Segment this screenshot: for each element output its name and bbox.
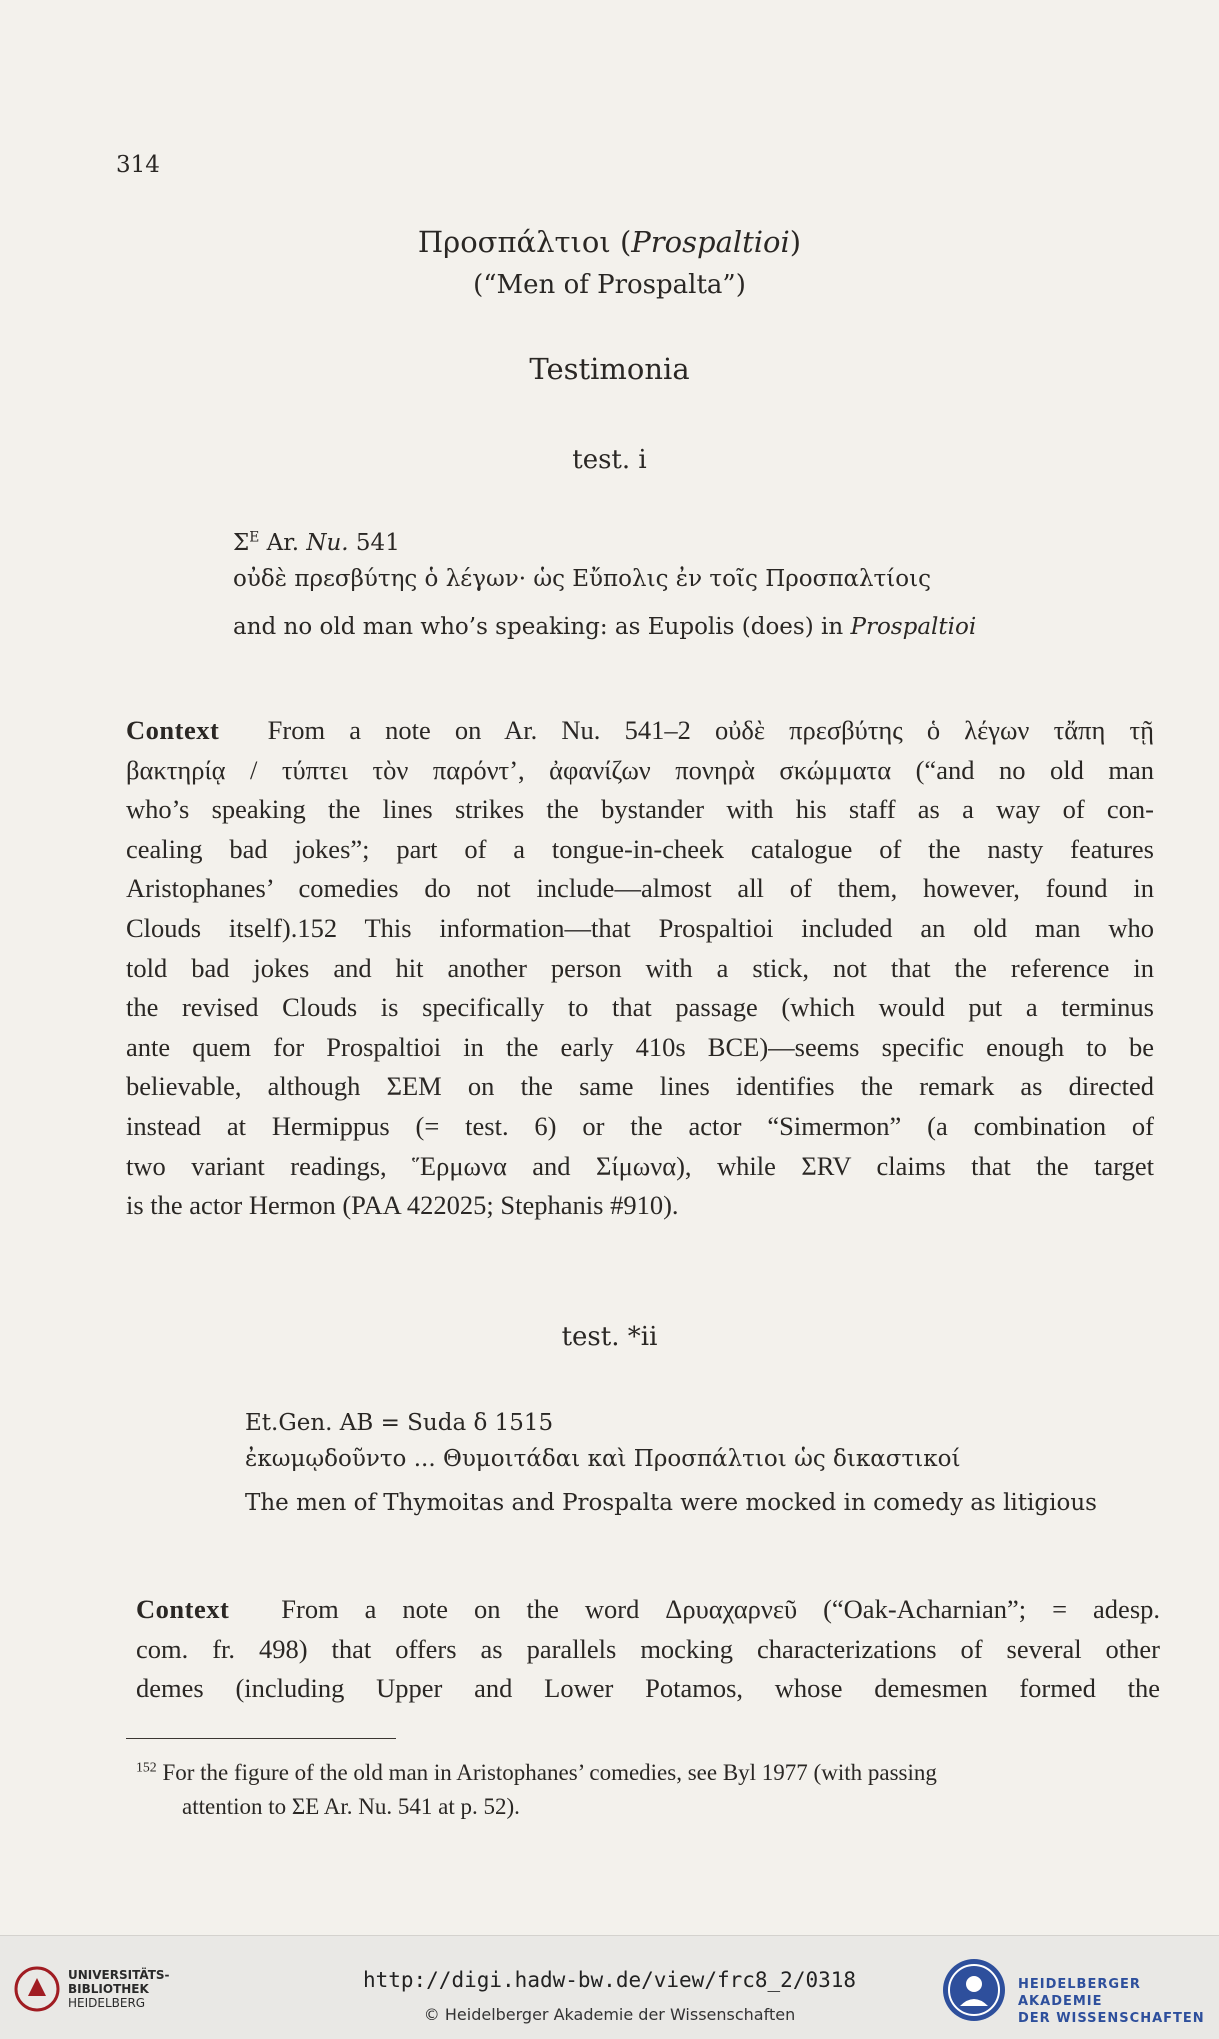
test-source-2: Et.Gen. AB = Suda δ 1515 [245,1410,554,1436]
test-heading: test. i [572,445,647,475]
footnote-divider [126,1738,396,1739]
copyright-notice: © Heidelberger Akademie der Wissenschaften [423,2005,796,2024]
university-library-name: UNIVERSITÄTS- BIBLIOTHEK HEIDELBERG [68,1968,170,2010]
permalink-url[interactable]: http://digi.hadw-bw.de/view/frc8_2/0318 [362,1968,857,1992]
academy-name: HEIDELBERGER AKADEMIE DER WISSENSCHAFTEN [1018,1977,1205,2026]
test-greek-text: οὐδὲ πρεσβύτης ὁ λέγων· ὡς Εὔπολις ἐν τοῖς Προσπαλτίοις [233,566,932,592]
footnote-number: 152 [136,1759,157,1775]
test-translation-2: The men of Thymoitas and Prospalta were mocked in comedy as litigious [245,1490,1097,1516]
page-title: Προσπάλτιοι (Prospaltioi) [417,225,802,259]
test-translation: and no old man who’s speaking: as Eupolis (does) in Prospaltioi [233,614,977,640]
context-paragraph-2: Context From a note on the word Δρυαχαρνεῦ (“Oak-Acharnian”; = adesp. com. fr. 498) that offers as parallels mocking characterizations of several other demes (including Upper and Lower Potamos, whose demesmen formed the [136,1594,1161,1704]
context-label: Context [126,715,220,745]
viewer-footer [0,1935,1219,2039]
section-heading: Testimonia [529,352,690,386]
test-source: $\Sigma^E$ Ar. Nu. 541 [233,529,400,556]
context-label-2: Context [136,1594,230,1624]
test-greek-text-2: ἐκωμῳδοῦντο ... Θυμοιτάδαι καὶ Προσπάλτιοι ὡς δικαστικοί [245,1446,961,1472]
title-latin: Prospaltioi [631,225,790,259]
context-paragraph: Context From a note on Ar. Nu. 541–2 οὐδὲ πρεσβύτης ὁ λέγων τἄπη τῇ βακτηρίᾳ / τύπτει τὸν παρόντ’, ἀφανίζων πονηρὰ σκώμματα (“and no old man who’s speaking the lines strikes the bystander with his staff as a way of con- cealing bad jokes”; part of a tongue-in-cheek catalogue of the nasty features Aristophanes’ comedies do not include—almost all of them, however, found in Clouds itself).152 This information—that Prospaltioi included an old man who told bad jokes and hit another person with a stick, not that the reference in the revised Clouds is specifically to that passage (which would put a terminus ante quem for Prospaltioi in the early 410s BCE)—seems specific enough to be believable, although ΣEM on the same lines identifies the remark as directed instead at Hermippus (= test. 6) or the actor “Simermon” (a combination of two variant readings, Ἕρμωνα and Σίμωνα), while ΣRV claims that the target is the actor Hermon (PAA 422025; Stephanis #910). [126,715,1155,1221]
title-greek: Προσπάλτιοι [417,225,611,259]
footnote: $^{152}$ For the figure of the old man in Aristophanes’ comedies, see Byl 1977 (with passing attention to ΣE Ar. Nu. 541 at p. 52). [136,1759,937,1819]
test-heading-2: test. *ii [561,1322,658,1352]
page-number: 314 [116,152,160,178]
academy-seal-icon [940,1956,1008,2024]
page-subtitle: (“Men of Prospalta”) [473,270,746,300]
